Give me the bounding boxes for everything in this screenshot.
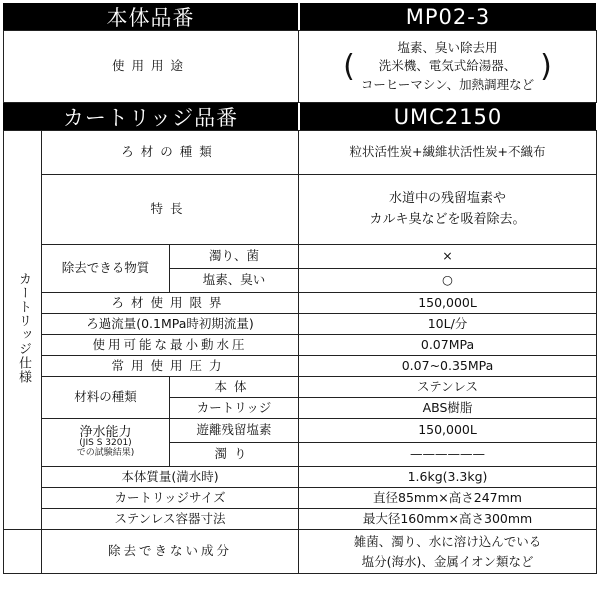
cartridge-header-value: UMC2150 (393, 104, 503, 129)
not-removable-line2: 塩分(海水)、金属イオン類など (361, 553, 534, 569)
not-removable-label: 除去できない成分 (42, 530, 299, 574)
usage-line1: 塩素、臭い除去用 (397, 40, 498, 56)
capacity-sub1: 遊離残留塩素 (170, 419, 299, 443)
cartridge-header (3, 103, 596, 130)
flow-label: ろ過流量(0.1MPa時初期流量) (42, 314, 299, 335)
pressure-value: 0.07~0.35MPa (299, 356, 597, 377)
materials-val1: ステンレス (299, 377, 597, 398)
usage-label: 使用用途 (4, 31, 299, 103)
body-mass-value: 1.6kg(3.3kg) (299, 467, 597, 488)
features-line2: カルキ臭などを吸着除去。 (369, 211, 526, 227)
filter-media-value: 粒状活性炭+繊維状活性炭+不織布 (299, 131, 597, 175)
usage-line2: 洗米機、電気式給湯器、 (378, 58, 517, 74)
capacity-label-cell (42, 419, 170, 467)
usage-paren-open: ( (343, 48, 355, 84)
capacity-label: 浄水能力 (79, 424, 132, 440)
not-removable-line1: 雑菌、濁り、水に溶け込んでいる (353, 534, 542, 550)
section-label: カートリッジ仕様 (15, 272, 31, 385)
model-header (3, 3, 596, 30)
capacity-val1: 150,000L (299, 419, 597, 443)
usage-value (299, 31, 597, 103)
usage-paren-close: ) (540, 48, 552, 84)
pressure-label: 常用使用圧力 (42, 356, 299, 377)
capacity-val2: —————— (299, 443, 597, 467)
cartridge-size-value: 直径85mm×高さ247mm (299, 488, 597, 509)
capacity-sub2: 濁り (170, 443, 299, 467)
min-pressure-value: 0.07MPa (299, 335, 597, 356)
materials-label: 材料の種類 (42, 377, 170, 419)
min-pressure-label: 使用可能な最小動水圧 (42, 335, 299, 356)
vessel-size-label: ステンレス容器寸法 (42, 509, 299, 530)
section-label-tail (4, 530, 42, 574)
usage-line3: コーヒーマシン、加熱調理など (360, 76, 535, 92)
materials-sub2: カートリッジ (170, 398, 299, 419)
model-header-value: MP02-3 (405, 4, 491, 29)
removable-val1: × (299, 245, 597, 269)
cartridge-header-label: カートリッジ品番 (3, 103, 300, 130)
features-line1: 水道中の残留塩素や (389, 190, 507, 206)
usage-table (3, 30, 597, 103)
removable-val2: ○ (299, 269, 597, 293)
model-header-label: 本体品番 (3, 3, 300, 30)
removable-label: 除去できる物質 (42, 245, 170, 293)
features-label: 特長 (42, 175, 299, 245)
body-mass-label: 本体質量(満水時) (42, 467, 299, 488)
flow-value: 10L/分 (299, 314, 597, 335)
materials-sub1: 本体 (170, 377, 299, 398)
vessel-size-value: 最大径160mm×高さ300mm (299, 509, 597, 530)
filter-media-label: ろ材の種類 (42, 131, 299, 175)
not-removable-value (299, 530, 597, 574)
features-value (299, 175, 597, 245)
materials-val2: ABS樹脂 (299, 398, 597, 419)
section-label-cell (4, 131, 42, 530)
capacity-note1: (JIS S 3201) (79, 438, 132, 449)
media-limit-label: ろ材使用限界 (42, 293, 299, 314)
capacity-note2: での試験結果) (76, 448, 135, 459)
cartridge-size-label: カートリッジサイズ (42, 488, 299, 509)
cartridge-spec-table (3, 130, 597, 574)
removable-sub2: 塩素、臭い (170, 269, 299, 293)
media-limit-value: 150,000L (299, 293, 597, 314)
removable-sub1: 濁り、菌 (170, 245, 299, 269)
